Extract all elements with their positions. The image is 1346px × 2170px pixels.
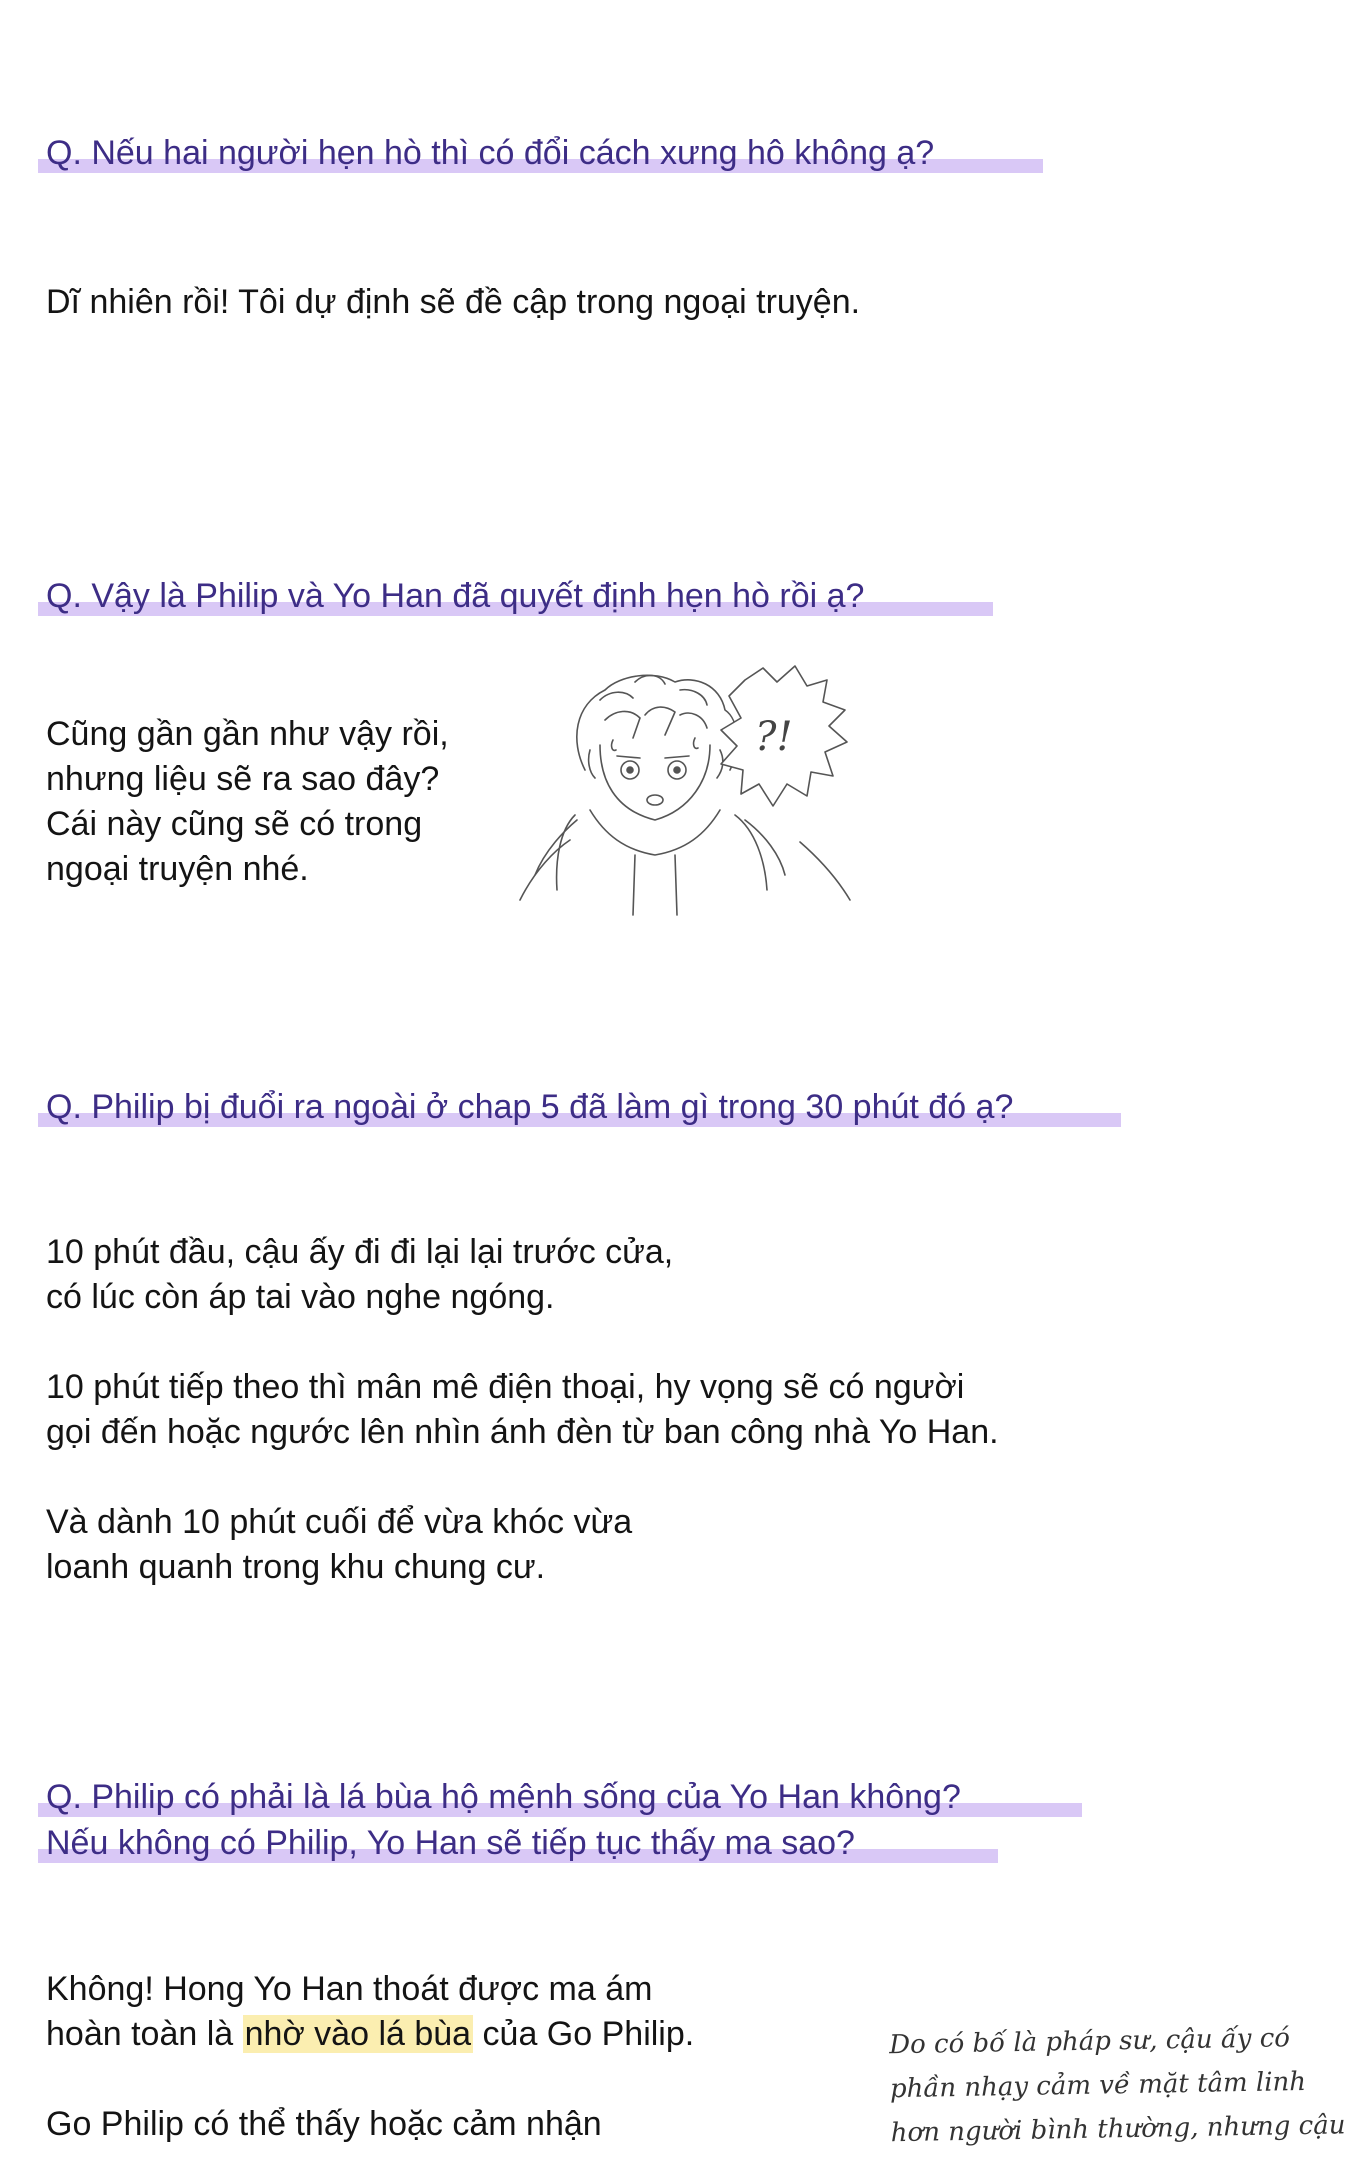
- answer-4: Không! Hong Yo Han thoát được ma ám hoàn toàn là nhờ vào lá bùa của Go Philip. Go Philip có thể thấy hoặc cảm nhận: [46, 1970, 695, 2143]
- question-4-line-2: Nếu không có Philip, Yo Han sẽ tiếp tục thấy ma sao?: [46, 1820, 855, 1866]
- question-3: Q. Philip bị đuổi ra ngoài ở chap 5 đã làm gì trong 30 phút đó ạ?: [46, 1084, 1013, 1130]
- question-2: Q. Vậy là Philip và Yo Han đã quyết định hẹn hò rồi ạ?: [46, 573, 864, 619]
- answer-2: Cũng gần gần như vậy rồi, nhưng liệu sẽ ra sao đây? Cái này cũng sẽ có trong ngoại truyện nhé.: [46, 715, 449, 888]
- highlighted-phrase: nhờ vào lá bùa: [244, 2015, 472, 2053]
- answer-1: Dĩ nhiên rồi! Tôi dự định sẽ đề cập trong ngoại truyện.: [46, 283, 861, 321]
- handwritten-note: Do có bố là pháp sư, cậu ấy có phần nhạy cảm về mặt tâm linh hơn người bình thường, nhưng cậu: [888, 2023, 1346, 2149]
- exclamation-bubble-text: ?!: [755, 714, 793, 760]
- question-1: Q. Nếu hai người hẹn hò thì có đổi cách xưng hô không ạ?: [46, 130, 934, 176]
- character-sketch: [515, 660, 860, 920]
- answer-3: 10 phút đầu, cậu ấy đi đi lại lại trước cửa, có lúc còn áp tai vào nghe ngóng. 10 phút tiếp theo thì mân mê điện thoại, hy vọng sẽ có người gọi đến hoặc ngước lên nhìn ánh đèn từ ban công nhà Yo Han. Và dành 10 phút cuối để vừa khóc vừa loanh quanh trong khu chung cư.: [46, 1233, 999, 1586]
- question-4-line-1: Q. Philip có phải là lá bùa hộ mệnh sống của Yo Han không?: [46, 1774, 961, 1820]
